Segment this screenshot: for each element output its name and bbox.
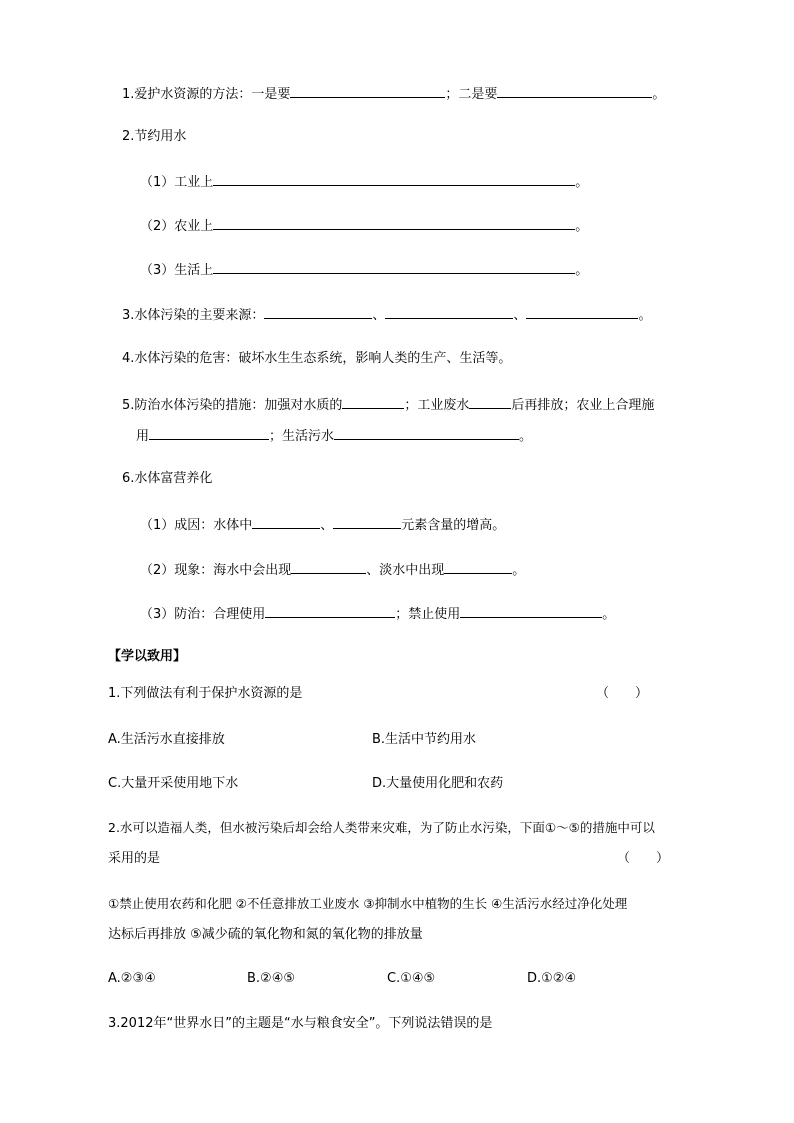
q2-label: 2.节约用水 — [122, 129, 187, 144]
q1-mid: ；二是要 — [445, 87, 498, 102]
q3-end: 。 — [638, 308, 652, 323]
q2-3-label: （3）生活上 — [140, 263, 214, 278]
q3-blank-2[interactable] — [385, 305, 513, 319]
q6-3-blank-1[interactable] — [265, 604, 395, 618]
q4-text: 4.水体污染的危害：破坏水生生态系统，影响人类的生产、生活等。 — [122, 351, 512, 366]
q6-2-b: 、淡水中出现 — [366, 563, 445, 578]
q2-2-line — [140, 216, 588, 236]
q2-1-blank[interactable] — [213, 172, 575, 186]
q6-3-end: 。 — [602, 607, 616, 622]
q3-sep-2: 、 — [513, 308, 527, 323]
q2-1-label: （1）工业上 — [140, 175, 214, 190]
q6-1-a: （1）成因：水体中 — [140, 518, 253, 533]
q3-line — [122, 305, 651, 325]
q2-2-end: 。 — [575, 219, 589, 234]
p1-option-c[interactable]: C.大量开采使用地下水 — [108, 776, 239, 791]
q2-2-label: （2）农业上 — [140, 219, 214, 234]
q5-d: 用 — [136, 429, 150, 444]
q1-label: 1.爱护水资源的方法：一是要 — [122, 87, 291, 102]
q2-3-blank[interactable] — [213, 260, 575, 274]
p1-answer-paren[interactable]: （ ） — [596, 686, 649, 701]
q3-sep-1: 、 — [372, 308, 386, 323]
q6-label: 6.水体富营养化 — [122, 471, 213, 486]
q6-1-line — [140, 515, 505, 535]
p2-measures-2: 达标后再排放 ⑤减少硫的氧化物和氮的氧化物的排放量 — [108, 927, 423, 942]
q6-2-line — [140, 560, 525, 580]
q3-blank-3[interactable] — [526, 305, 638, 319]
q3-blank-1[interactable] — [264, 305, 372, 319]
p3-stem: 3.2012年“世界水日”的主题是“水与粮食安全”。下列说法错误的是 — [108, 1016, 493, 1031]
q6-2-a: （2）现象：海水中会出现 — [140, 563, 292, 578]
q2-1-end: 。 — [575, 175, 589, 190]
q5-blank-1[interactable] — [342, 395, 404, 409]
p2-option-b[interactable]: B.②④⑤ — [247, 971, 296, 986]
p1-option-d[interactable]: D.大量使用化肥和农药 — [372, 776, 504, 791]
q6-3-b: ；禁止使用 — [395, 607, 461, 622]
q2-3-end: 。 — [575, 263, 589, 278]
q6-2-blank-1[interactable] — [291, 560, 366, 574]
q5-blank-4[interactable] — [334, 426, 519, 440]
p2-option-c[interactable]: C.①④⑤ — [387, 971, 436, 986]
q5-b: ；工业废水 — [404, 398, 470, 413]
q1-blank-2[interactable] — [497, 84, 652, 98]
q6-3-a: （3）防治：合理使用 — [140, 607, 266, 622]
p2-answer-paren[interactable]: （ ） — [617, 851, 670, 866]
q1-line — [122, 84, 665, 104]
q1-blank-1[interactable] — [290, 84, 445, 98]
q5-a: 5.防治水体污染的措施：加强对水质的 — [122, 398, 343, 413]
p2-option-d[interactable]: D.①②④ — [527, 971, 577, 986]
q3-label: 3.水体污染的主要来源： — [122, 308, 265, 323]
p2-stem-2: 采用的是 — [108, 851, 161, 866]
q5-blank-2[interactable] — [469, 395, 511, 409]
q6-1-blank-2[interactable] — [333, 515, 401, 529]
p2-stem-1: 2.水可以造福人类，但水被污染后却会给人类带来灾难，为了防止水污染，下面①～⑤的措施中可以 — [108, 820, 655, 835]
q5-c: 后再排放；农业上合理施 — [511, 398, 655, 413]
q6-2-end: 。 — [512, 563, 526, 578]
p2-measures-1: ①禁止使用农药和化肥 ②不任意排放工业废水 ③抑制水中植物的生长 ④生活污水经过净化处理 — [108, 896, 628, 911]
p1-option-b[interactable]: B.生活中节约用水 — [372, 732, 477, 747]
p2-option-a[interactable]: A.②③④ — [108, 971, 156, 986]
p1-option-a[interactable]: A.生活污水直接排放 — [108, 732, 225, 747]
q5-line-2 — [136, 426, 532, 446]
q5-e: ；生活污水 — [269, 429, 335, 444]
q5-blank-3[interactable] — [149, 426, 269, 440]
q6-3-line — [140, 604, 615, 624]
section-heading: 【学以致用】 — [108, 649, 187, 664]
q2-1-line — [140, 172, 588, 192]
q6-2-blank-2[interactable] — [444, 560, 512, 574]
q2-2-blank[interactable] — [213, 216, 575, 230]
q5-end: 。 — [519, 429, 533, 444]
q6-1-blank-1[interactable] — [252, 515, 320, 529]
q6-1-sep: 、 — [320, 518, 334, 533]
q1-end: 。 — [652, 87, 666, 102]
q5-line-1 — [122, 395, 654, 415]
q6-3-blank-2[interactable] — [460, 604, 602, 618]
q2-3-line — [140, 260, 588, 280]
p1-stem: 1.下列做法有利于保护水资源的是 — [108, 686, 303, 701]
q6-1-b: 元素含量的增高。 — [401, 518, 506, 533]
